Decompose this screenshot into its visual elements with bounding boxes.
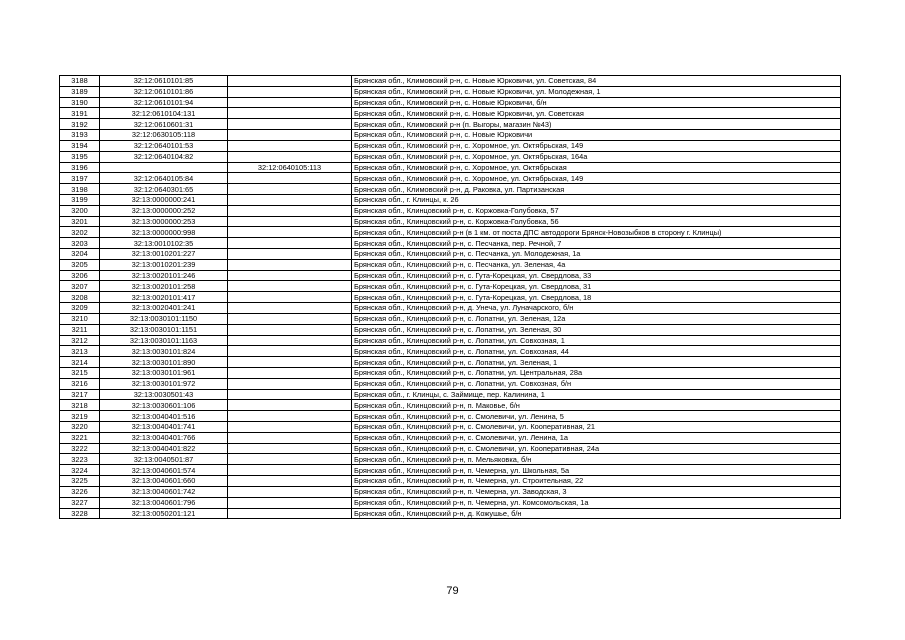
table-row [60,76,841,87]
address-cell: Брянская обл., Клинцовский р-н, с. Коржовка-Голубовка, 56 [352,216,841,227]
cadastral-number-cell: 32:12:0640301:65 [100,184,228,195]
registry-table-body [60,76,841,519]
secondary-cadastral-number-cell [228,281,352,292]
secondary-cadastral-number-cell [228,227,352,238]
table-row [60,184,841,195]
cadastral-number-cell: 32:13:0040501:87 [100,454,228,465]
address-cell: Брянская обл., Клинцовский р-н, с. Коржовка-Голубовка, 57 [352,205,841,216]
table-row [60,324,841,335]
address-cell: Брянская обл., Клинцовский р-н, с. Песчанка, пер. Речной, 7 [352,238,841,249]
secondary-cadastral-number-cell [228,205,352,216]
secondary-cadastral-number-cell [228,389,352,400]
cadastral-number-cell: 32:13:0030501:43 [100,389,228,400]
row-number-cell: 3200 [60,205,100,216]
row-number-cell: 3209 [60,303,100,314]
secondary-cadastral-number-cell [228,259,352,270]
address-cell: Брянская обл., Клинцовский р-н, п. Чемерна, ул. Школьная, 5а [352,465,841,476]
secondary-cadastral-number-cell [228,216,352,227]
table-row [60,422,841,433]
secondary-cadastral-number-cell [228,378,352,389]
table-row [60,454,841,465]
row-number-cell: 3221 [60,432,100,443]
cadastral-number-cell: 32:13:0040401:741 [100,422,228,433]
row-number-cell: 3206 [60,270,100,281]
cadastral-number-cell: 32:13:0030101:824 [100,346,228,357]
row-number-cell: 3192 [60,119,100,130]
address-cell: Брянская обл., Климовский р-н, д. Раковка, ул. Партизанская [352,184,841,195]
address-cell: Брянская обл., Клинцовский р-н, с. Смолевичи, ул. Кооперативная, 21 [352,422,841,433]
table-row [60,194,841,205]
cadastral-number-cell: 32:12:0640104:82 [100,151,228,162]
cadastral-number-cell: 32:13:0030101:1150 [100,313,228,324]
cadastral-number-cell: 32:13:0030101:961 [100,367,228,378]
address-cell: Брянская обл., Клинцовский р-н, с. Песчанка, ул. Молодежная, 1а [352,249,841,260]
cadastral-number-cell: 32:13:0040601:742 [100,486,228,497]
address-cell: Брянская обл., Клинцовский р-н, с. Гута-Корецкая, ул. Свердлова, 18 [352,292,841,303]
cadastral-number-cell: 32:12:0610104:131 [100,108,228,119]
table-row [60,378,841,389]
cadastral-number-cell: 32:13:0010201:239 [100,259,228,270]
secondary-cadastral-number-cell [228,130,352,141]
cadastral-number-cell: 32:13:0000000:253 [100,216,228,227]
secondary-cadastral-number-cell [228,194,352,205]
address-cell: Брянская обл., Клинцовский р-н, с. Лопатни, ул. Совхозная, 44 [352,346,841,357]
row-number-cell: 3228 [60,508,100,519]
secondary-cadastral-number-cell [228,86,352,97]
secondary-cadastral-number-cell [228,411,352,422]
address-cell: Брянская обл., Клинцовский р-н, с. Гута-Корецкая, ул. Свердлова, 31 [352,281,841,292]
address-cell: Брянская обл., Клинцовский р-н, п. Чемерна, ул. Строительная, 22 [352,476,841,487]
address-cell: Брянская обл., Климовский р-н, с. Новые Юрковичи, ул. Советская, 84 [352,76,841,87]
address-cell: Брянская обл., Клинцовский р-н, д. Унеча, ул. Луначарского, б/н [352,303,841,314]
secondary-cadastral-number-cell [228,346,352,357]
cadastral-number-cell: 32:12:0610601:31 [100,119,228,130]
secondary-cadastral-number-cell [228,486,352,497]
table-row [60,259,841,270]
row-number-cell: 3197 [60,173,100,184]
cadastral-number-cell: 32:13:0010201:227 [100,249,228,260]
cadastral-number-cell: 32:13:0030101:972 [100,378,228,389]
secondary-cadastral-number-cell [228,367,352,378]
address-cell: Брянская обл., Климовский р-н (п. Выгоры, магазин №43) [352,119,841,130]
row-number-cell: 3196 [60,162,100,173]
secondary-cadastral-number-cell [228,508,352,519]
cadastral-number-cell: 32:13:0000000:998 [100,227,228,238]
secondary-cadastral-number-cell [228,357,352,368]
secondary-cadastral-number-cell [228,140,352,151]
cadastral-number-cell: 32:12:0610101:86 [100,86,228,97]
address-cell: Брянская обл., Клинцовский р-н, с. Лопатни, ул. Совхозная, б/н [352,378,841,389]
table-row [60,238,841,249]
row-number-cell: 3226 [60,486,100,497]
address-cell: Брянская обл., Климовский р-н, с. Новые Юрковичи, ул. Советская [352,108,841,119]
row-number-cell: 3225 [60,476,100,487]
table-row [60,357,841,368]
cadastral-number-cell: 32:13:0000000:241 [100,194,228,205]
table-row [60,151,841,162]
table-row [60,411,841,422]
cadastral-number-cell: 32:12:0610101:94 [100,97,228,108]
row-number-cell: 3213 [60,346,100,357]
secondary-cadastral-number-cell [228,443,352,454]
row-number-cell: 3222 [60,443,100,454]
secondary-cadastral-number-cell [228,476,352,487]
table-row [60,162,841,173]
cadastral-number-cell: 32:13:0040401:822 [100,443,228,454]
address-cell: Брянская обл., Климовский р-н, с. Новые Юрковичи, б/н [352,97,841,108]
table-row [60,173,841,184]
address-cell: Брянская обл., Климовский р-н, с. Новые Юрковичи, ул. Молодежная, 1 [352,86,841,97]
table-row [60,249,841,260]
cadastral-number-cell: 32:13:0020101:258 [100,281,228,292]
table-row [60,432,841,443]
cadastral-number-cell: 32:13:0040401:766 [100,432,228,443]
address-cell: Брянская обл., Климовский р-н, с. Хоромное, ул. Октябрьская, 149 [352,173,841,184]
row-number-cell: 3214 [60,357,100,368]
address-cell: Брянская обл., Клинцовский р-н, п. Чемерна, ул. Заводская, 3 [352,486,841,497]
table-row [60,313,841,324]
secondary-cadastral-number-cell [228,151,352,162]
secondary-cadastral-number-cell [228,422,352,433]
page-number: 79 [446,585,459,597]
address-cell: Брянская обл., Климовский р-н, с. Хоромное, ул. Октябрьская [352,162,841,173]
table-row [60,443,841,454]
secondary-cadastral-number-cell [228,497,352,508]
cadastral-number-cell: 32:12:0640105:84 [100,173,228,184]
row-number-cell: 3203 [60,238,100,249]
table-row [60,86,841,97]
secondary-cadastral-number-cell [228,76,352,87]
table-row [60,389,841,400]
table-row [60,486,841,497]
cadastral-number-cell: 32:13:0000000:252 [100,205,228,216]
row-number-cell: 3212 [60,335,100,346]
secondary-cadastral-number-cell [228,238,352,249]
cadastral-number-cell: 32:13:0040601:796 [100,497,228,508]
row-number-cell: 3210 [60,313,100,324]
secondary-cadastral-number-cell [228,313,352,324]
table-row [60,119,841,130]
address-cell: Брянская обл., Климовский р-н, с. Хоромное, ул. Октябрьская, 149 [352,140,841,151]
table-row [60,400,841,411]
row-number-cell: 3224 [60,465,100,476]
row-number-cell: 3202 [60,227,100,238]
address-cell: Брянская обл., г. Клинцы, с. Займище, пер. Калинина, 1 [352,389,841,400]
row-number-cell: 3217 [60,389,100,400]
cadastral-number-cell: 32:13:0030101:1151 [100,324,228,335]
address-cell: Брянская обл., г. Клинцы, к. 26 [352,194,841,205]
secondary-cadastral-number-cell: 32:12:0640105:113 [228,162,352,173]
row-number-cell: 3191 [60,108,100,119]
table-row [60,476,841,487]
row-number-cell: 3215 [60,367,100,378]
row-number-cell: 3220 [60,422,100,433]
address-cell: Брянская обл., Клинцовский р-н, с. Песчанка, ул. Зеленая, 4а [352,259,841,270]
row-number-cell: 3204 [60,249,100,260]
property-registry-table [59,75,841,519]
address-cell: Брянская обл., Клинцовский р-н, с. Смолевичи, ул. Ленина, 1а [352,432,841,443]
secondary-cadastral-number-cell [228,335,352,346]
table-row [60,270,841,281]
address-cell: Брянская обл., Клинцовский р-н, п. Маковье, б/н [352,400,841,411]
row-number-cell: 3227 [60,497,100,508]
row-number-cell: 3201 [60,216,100,227]
cadastral-number-cell [100,162,228,173]
table-row [60,303,841,314]
address-cell: Брянская обл., Клинцовский р-н, с. Лопатни, ул. Зеленая, 30 [352,324,841,335]
address-cell: Брянская обл., Клинцовский р-н, с. Смолевичи, ул. Кооперативная, 24а [352,443,841,454]
cadastral-number-cell: 32:13:0040401:516 [100,411,228,422]
secondary-cadastral-number-cell [228,184,352,195]
secondary-cadastral-number-cell [228,400,352,411]
cadastral-number-cell: 32:13:0010102:35 [100,238,228,249]
row-number-cell: 3205 [60,259,100,270]
secondary-cadastral-number-cell [228,454,352,465]
table-row [60,335,841,346]
row-number-cell: 3223 [60,454,100,465]
address-cell: Брянская обл., Клинцовский р-н, с. Лопатни, ул. Совхозная, 1 [352,335,841,346]
cadastral-number-cell: 32:13:0040601:660 [100,476,228,487]
row-number-cell: 3207 [60,281,100,292]
row-number-cell: 3198 [60,184,100,195]
cadastral-number-cell: 32:13:0020401:241 [100,303,228,314]
row-number-cell: 3190 [60,97,100,108]
row-number-cell: 3194 [60,140,100,151]
table-row [60,465,841,476]
secondary-cadastral-number-cell [228,292,352,303]
address-cell: Брянская обл., Клинцовский р-н, п. Мельяковка, б/н [352,454,841,465]
row-number-cell: 3211 [60,324,100,335]
table-row [60,97,841,108]
cadastral-number-cell: 32:13:0020101:417 [100,292,228,303]
cadastral-number-cell: 32:12:0640101:53 [100,140,228,151]
table-row [60,227,841,238]
secondary-cadastral-number-cell [228,173,352,184]
row-number-cell: 3195 [60,151,100,162]
cadastral-number-cell: 32:12:0630105:118 [100,130,228,141]
table-row [60,205,841,216]
address-cell: Брянская обл., Клинцовский р-н, п. Чемерна, ул. Комсомольская, 1а [352,497,841,508]
address-cell: Брянская обл., Клинцовский р-н, д. Кожушье, б/н [352,508,841,519]
address-cell: Брянская обл., Климовский р-н, с. Новые Юрковичи [352,130,841,141]
table-row [60,292,841,303]
table-row [60,508,841,519]
cadastral-number-cell: 32:13:0020101:246 [100,270,228,281]
secondary-cadastral-number-cell [228,270,352,281]
secondary-cadastral-number-cell [228,432,352,443]
table-row [60,497,841,508]
row-number-cell: 3216 [60,378,100,389]
secondary-cadastral-number-cell [228,108,352,119]
cadastral-number-cell: 32:12:0610101:85 [100,76,228,87]
address-cell: Брянская обл., Клинцовский р-н (в 1 км. от поста ДПС автодороги Брянск-Новозыбков в сторону г. Клинцы) [352,227,841,238]
cadastral-number-cell: 32:13:0030601:106 [100,400,228,411]
secondary-cadastral-number-cell [228,465,352,476]
row-number-cell: 3199 [60,194,100,205]
row-number-cell: 3188 [60,76,100,87]
cadastral-number-cell: 32:13:0050201:121 [100,508,228,519]
address-cell: Брянская обл., Клинцовский р-н, с. Лопатни, ул. Зеленая, 1 [352,357,841,368]
cadastral-number-cell: 32:13:0030101:1163 [100,335,228,346]
table-row [60,216,841,227]
address-cell: Брянская обл., Клинцовский р-н, с. Гута-Корецкая, ул. Свердлова, 33 [352,270,841,281]
table-row [60,281,841,292]
secondary-cadastral-number-cell [228,97,352,108]
address-cell: Брянская обл., Климовский р-н, с. Хоромное, ул. Октябрьская, 164а [352,151,841,162]
table-row [60,367,841,378]
table-row [60,140,841,151]
secondary-cadastral-number-cell [228,119,352,130]
table-row [60,108,841,119]
table-row [60,130,841,141]
cadastral-number-cell: 32:13:0030101:890 [100,357,228,368]
row-number-cell: 3218 [60,400,100,411]
row-number-cell: 3219 [60,411,100,422]
table-row [60,346,841,357]
secondary-cadastral-number-cell [228,324,352,335]
address-cell: Брянская обл., Клинцовский р-н, с. Лопатни, ул. Центральная, 28а [352,367,841,378]
row-number-cell: 3189 [60,86,100,97]
secondary-cadastral-number-cell [228,303,352,314]
cadastral-number-cell: 32:13:0040601:574 [100,465,228,476]
address-cell: Брянская обл., Клинцовский р-н, с. Лопатни, ул. Зеленая, 12а [352,313,841,324]
row-number-cell: 3193 [60,130,100,141]
address-cell: Брянская обл., Клинцовский р-н, с. Смолевичи, ул. Ленина, 5 [352,411,841,422]
secondary-cadastral-number-cell [228,249,352,260]
row-number-cell: 3208 [60,292,100,303]
